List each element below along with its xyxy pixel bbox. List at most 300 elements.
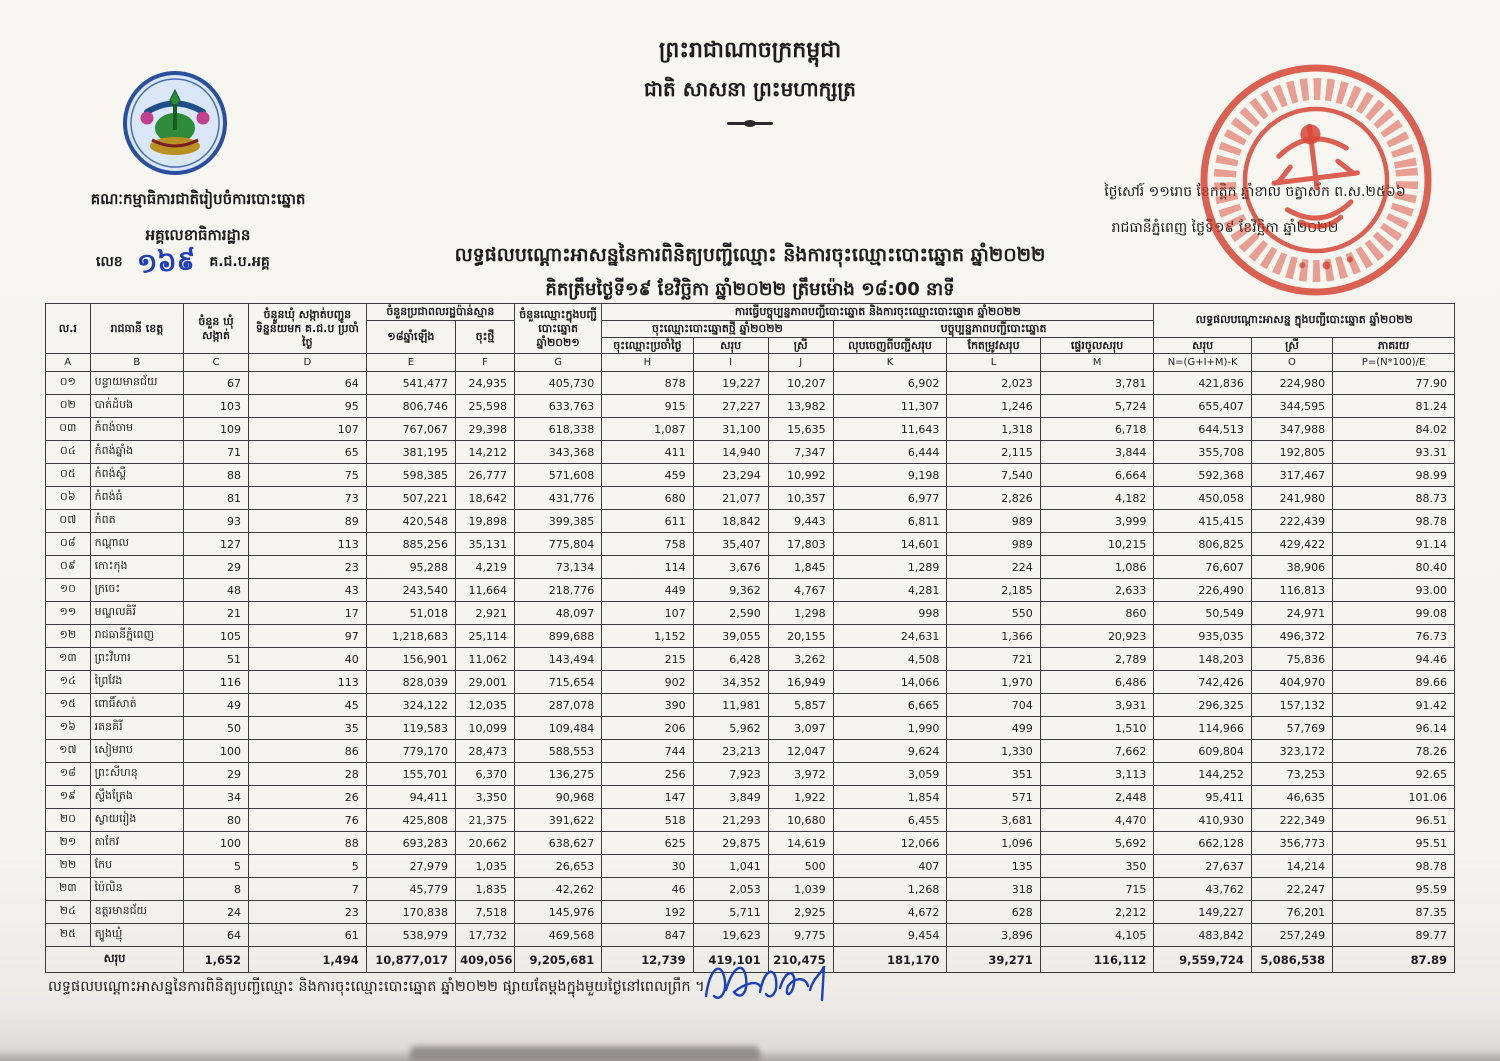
table-cell: រាជធានីភ្នំពេញ bbox=[90, 625, 183, 648]
table-cell: តាកែវ bbox=[90, 832, 183, 855]
table-cell: 144,252 bbox=[1154, 763, 1251, 786]
table-cell: 1,990 bbox=[833, 717, 947, 740]
table-cell: 915 bbox=[602, 395, 693, 418]
table-cell: 23,294 bbox=[693, 464, 768, 487]
table-row bbox=[46, 418, 1455, 441]
table-cell: 73,134 bbox=[514, 556, 601, 579]
table-cell: 10,215 bbox=[1040, 533, 1154, 556]
table-cell: 43,762 bbox=[1154, 878, 1251, 901]
table-cell: 170,838 bbox=[366, 901, 455, 924]
table-cell: 758 bbox=[602, 533, 693, 556]
table-cell: 73 bbox=[248, 487, 366, 510]
col-header-result-percent: ភាគរយ bbox=[1333, 337, 1455, 354]
table-cell: 1,041 bbox=[693, 855, 768, 878]
table-cell: កែប bbox=[90, 855, 183, 878]
table-cell: ត្បូងឃ្មុំ bbox=[90, 924, 183, 947]
total-cell: 1,494 bbox=[248, 947, 366, 973]
table-cell: 405,730 bbox=[514, 372, 601, 395]
table-cell: 6,811 bbox=[833, 510, 947, 533]
table-cell: 81.24 bbox=[1333, 395, 1455, 418]
table-cell: រតនគិរី bbox=[90, 717, 183, 740]
column-letter: L bbox=[947, 354, 1040, 372]
table-cell: 84.02 bbox=[1333, 418, 1455, 441]
table-cell: 5,711 bbox=[693, 901, 768, 924]
table-cell: ០៤ bbox=[46, 441, 91, 464]
table-cell: 96.14 bbox=[1333, 717, 1455, 740]
total-cell: 5,086,538 bbox=[1251, 947, 1332, 973]
table-cell: 27,979 bbox=[366, 855, 455, 878]
table-cell: 93 bbox=[184, 510, 249, 533]
table-cell: 19,623 bbox=[693, 924, 768, 947]
table-cell: កំពង់ធំ bbox=[90, 487, 183, 510]
table-cell: 95,288 bbox=[366, 556, 455, 579]
column-letter: E bbox=[366, 354, 455, 372]
table-cell: 3,681 bbox=[947, 809, 1040, 832]
group-header-update-registration-2022: ការធ្វើបច្ចុប្បន្នភាពបញ្ជីបោះឆ្នោត និងការចុះឈ្មោះបោះឆ្នោត ឆ្នាំ២០២២ bbox=[602, 304, 1154, 321]
column-letter: B bbox=[90, 354, 183, 372]
table-cell: 29,875 bbox=[693, 832, 768, 855]
table-cell: 43 bbox=[248, 579, 366, 602]
table-cell: 693,283 bbox=[366, 832, 455, 855]
table-cell: 46 bbox=[602, 878, 693, 901]
column-letter: I bbox=[693, 354, 768, 372]
table-cell: 847 bbox=[602, 924, 693, 947]
table-cell: 50 bbox=[184, 717, 249, 740]
table-cell: 885,256 bbox=[366, 533, 455, 556]
table-cell: 14,066 bbox=[833, 671, 947, 694]
table-cell: 391,622 bbox=[514, 809, 601, 832]
table-row bbox=[46, 832, 1455, 855]
table-cell: 449 bbox=[602, 579, 693, 602]
table-cell: 100 bbox=[184, 832, 249, 855]
table-cell: 222,439 bbox=[1251, 510, 1332, 533]
table-cell: 7,540 bbox=[947, 464, 1040, 487]
table-cell: 5,692 bbox=[1040, 832, 1154, 855]
table-cell: 355,708 bbox=[1154, 441, 1251, 464]
table-cell: 45 bbox=[248, 694, 366, 717]
table-cell: 135 bbox=[947, 855, 1040, 878]
total-cell: 419,101 bbox=[693, 947, 768, 973]
table-row bbox=[46, 717, 1455, 740]
table-cell: 425,808 bbox=[366, 809, 455, 832]
table-cell: ១៣ bbox=[46, 648, 91, 671]
total-cell: 181,170 bbox=[833, 947, 947, 973]
table-cell: 86 bbox=[248, 740, 366, 763]
table-cell: 1,330 bbox=[947, 740, 1040, 763]
table-cell: ១៩ bbox=[46, 786, 91, 809]
table-cell: 71 bbox=[184, 441, 249, 464]
table-cell: 1,268 bbox=[833, 878, 947, 901]
table-cell: 22,247 bbox=[1251, 878, 1332, 901]
table-row bbox=[46, 671, 1455, 694]
doc-number-label: លេខ bbox=[96, 254, 123, 270]
table-cell: 5,962 bbox=[693, 717, 768, 740]
doc-number-value: ១៦៩ bbox=[135, 244, 197, 281]
table-cell: សៀមរាប bbox=[90, 740, 183, 763]
table-cell: ក្រចេះ bbox=[90, 579, 183, 602]
col-header-no: ល.រ bbox=[46, 304, 91, 354]
table-cell: 3,262 bbox=[768, 648, 833, 671]
table-cell: 100 bbox=[184, 740, 249, 763]
table-cell: 145,976 bbox=[514, 901, 601, 924]
table-cell: 2,590 bbox=[693, 602, 768, 625]
table-cell: 6,486 bbox=[1040, 671, 1154, 694]
table-cell: 26 bbox=[248, 786, 366, 809]
issue-date-line: រាជធានីភ្នំពេញ ថ្ងៃទី១៩ ខែវិច្ឆិកា ឆ្នាំ២០២២ bbox=[1111, 220, 1339, 236]
table-cell: 40 bbox=[248, 648, 366, 671]
table-cell: 147 bbox=[602, 786, 693, 809]
table-cell: 20,923 bbox=[1040, 625, 1154, 648]
table-cell: 633,763 bbox=[514, 395, 601, 418]
table-cell: 109 bbox=[184, 418, 249, 441]
col-header-daily-registration: ចុះឈ្មោះប្រចាំថ្ងៃ bbox=[602, 337, 693, 354]
table-cell: 860 bbox=[1040, 602, 1154, 625]
table-cell: 3,350 bbox=[456, 786, 515, 809]
table-cell: 92.65 bbox=[1333, 763, 1455, 786]
scan-artifact-smudge bbox=[410, 1046, 760, 1061]
table-cell: 1,922 bbox=[768, 786, 833, 809]
table-row bbox=[46, 809, 1455, 832]
table-cell: 39,055 bbox=[693, 625, 768, 648]
committee-name: គណៈកម្មាធិការជាតិរៀបចំការបោះឆ្នោត bbox=[90, 190, 306, 208]
table-cell: 90,968 bbox=[514, 786, 601, 809]
table-cell: កំពង់ចាម bbox=[90, 418, 183, 441]
table-cell: 4,105 bbox=[1040, 924, 1154, 947]
table-cell: 26,777 bbox=[456, 464, 515, 487]
table-cell: 107 bbox=[602, 602, 693, 625]
col-header-communes: ចំនួន ឃុំ សង្កាត់ bbox=[184, 304, 249, 354]
table-cell: 35,131 bbox=[456, 533, 515, 556]
table-cell: កណ្ដាល bbox=[90, 533, 183, 556]
table-row bbox=[46, 901, 1455, 924]
table-cell: 7,518 bbox=[456, 901, 515, 924]
table-cell: 317,467 bbox=[1251, 464, 1332, 487]
column-letter: F bbox=[456, 354, 515, 372]
table-cell: 4,281 bbox=[833, 579, 947, 602]
table-cell: 1,152 bbox=[602, 625, 693, 648]
table-cell: 57,769 bbox=[1251, 717, 1332, 740]
footer-note: លទ្ធផលបណ្ដោះអាសន្ននៃការពិនិត្យបញ្ជីឈ្មោះ និងការចុះឈ្មោះបោះឆ្នោត ឆ្នាំ២០២២ ផ្សាយតែម្ដងក្នុងមួយថ្ងៃនៅពេលព្រឹក ។ bbox=[48, 979, 705, 995]
report-title-line1: លទ្ធផលបណ្ដោះអាសន្ននៃការពិនិត្យបញ្ជីឈ្មោះ និងការចុះឈ្មោះបោះឆ្នោត ឆ្នាំ២០២២ bbox=[454, 244, 1046, 266]
table-cell: ព្រះវិហារ bbox=[90, 648, 183, 671]
table-cell: 6,902 bbox=[833, 372, 947, 395]
table-cell: 806,746 bbox=[366, 395, 455, 418]
table-cell: 18,842 bbox=[693, 510, 768, 533]
table-cell: 14,619 bbox=[768, 832, 833, 855]
table-cell: 109,484 bbox=[514, 717, 601, 740]
table-cell: 81 bbox=[184, 487, 249, 510]
table-cell: 114 bbox=[602, 556, 693, 579]
column-letter: M bbox=[1040, 354, 1154, 372]
table-cell: 25,598 bbox=[456, 395, 515, 418]
table-cell: 101.06 bbox=[1333, 786, 1455, 809]
table-cell: 25,114 bbox=[456, 625, 515, 648]
table-cell: 12,047 bbox=[768, 740, 833, 763]
table-cell: 2,789 bbox=[1040, 648, 1154, 671]
table-cell: 1,835 bbox=[456, 878, 515, 901]
table-cell: 598,385 bbox=[366, 464, 455, 487]
table-cell: 6,977 bbox=[833, 487, 947, 510]
table-cell: 742,426 bbox=[1154, 671, 1251, 694]
table-cell: 4,767 bbox=[768, 579, 833, 602]
table-cell: 704 bbox=[947, 694, 1040, 717]
col-header-age18plus: ១៨ឆ្នាំឡើង bbox=[366, 320, 455, 354]
table-cell: ០២ bbox=[46, 395, 91, 418]
table-cell: 35 bbox=[248, 717, 366, 740]
table-row bbox=[46, 786, 1455, 809]
table-cell: ១៦ bbox=[46, 717, 91, 740]
table-cell: 14,214 bbox=[1251, 855, 1332, 878]
table-cell: 89 bbox=[248, 510, 366, 533]
table-cell: 507,221 bbox=[366, 487, 455, 510]
table-cell: ២១ bbox=[46, 832, 91, 855]
table-cell: 680 bbox=[602, 487, 693, 510]
table-cell: 550 bbox=[947, 602, 1040, 625]
table-cell: 431,776 bbox=[514, 487, 601, 510]
table-cell: 192 bbox=[602, 901, 693, 924]
table-row bbox=[46, 763, 1455, 786]
table-cell: 206 bbox=[602, 717, 693, 740]
table-cell: 429,422 bbox=[1251, 533, 1332, 556]
table-cell: 48 bbox=[184, 579, 249, 602]
group-header-list-update: បច្ចុប្បន្នភាពបញ្ជីបោះឆ្នោត bbox=[833, 320, 1154, 337]
table-cell: 136,275 bbox=[514, 763, 601, 786]
table-cell: 24,631 bbox=[833, 625, 947, 648]
table-cell: 116,813 bbox=[1251, 579, 1332, 602]
table-cell: 17,803 bbox=[768, 533, 833, 556]
table-cell: 77.90 bbox=[1333, 372, 1455, 395]
table-cell: 1,087 bbox=[602, 418, 693, 441]
table-row bbox=[46, 556, 1455, 579]
table-cell: 192,805 bbox=[1251, 441, 1332, 464]
table-cell: 2,185 bbox=[947, 579, 1040, 602]
table-cell: 902 bbox=[602, 671, 693, 694]
table-cell: 24,971 bbox=[1251, 602, 1332, 625]
column-letter: H bbox=[602, 354, 693, 372]
table-cell: 350 bbox=[1040, 855, 1154, 878]
table-cell: 935,035 bbox=[1154, 625, 1251, 648]
table-cell: ឧត្តរមានជ័យ bbox=[90, 901, 183, 924]
results-table bbox=[45, 303, 1455, 973]
table-cell: 98.78 bbox=[1333, 510, 1455, 533]
table-cell: 28,473 bbox=[456, 740, 515, 763]
table-row bbox=[46, 602, 1455, 625]
table-cell: 94.46 bbox=[1333, 648, 1455, 671]
table-cell: 4,470 bbox=[1040, 809, 1154, 832]
table-cell: 6,455 bbox=[833, 809, 947, 832]
table-cell: 94,411 bbox=[366, 786, 455, 809]
col-header-voterlist-2021: ចំនួនឈ្មោះក្នុងបញ្ជីបោះឆ្នោត ឆ្នាំ២០២១ bbox=[514, 304, 601, 354]
table-cell: 775,804 bbox=[514, 533, 601, 556]
table-cell: 14,601 bbox=[833, 533, 947, 556]
table-cell: 50,549 bbox=[1154, 602, 1251, 625]
table-cell: 2,448 bbox=[1040, 786, 1154, 809]
column-letter: J bbox=[768, 354, 833, 372]
table-cell: 899,688 bbox=[514, 625, 601, 648]
table-cell: 721 bbox=[947, 648, 1040, 671]
table-cell: 3,896 bbox=[947, 924, 1040, 947]
table-cell: 343,368 bbox=[514, 441, 601, 464]
doc-number-suffix: គ.ជ.ប.អគ្គ bbox=[209, 254, 270, 270]
table-cell: 149,227 bbox=[1154, 901, 1251, 924]
table-cell: 88 bbox=[248, 832, 366, 855]
table-cell: បាត់ដំបង bbox=[90, 395, 183, 418]
table-cell: 459 bbox=[602, 464, 693, 487]
table-cell: 644,513 bbox=[1154, 418, 1251, 441]
total-cell: 9,559,724 bbox=[1154, 947, 1251, 973]
table-row bbox=[46, 740, 1455, 763]
total-cell: 9,205,681 bbox=[514, 947, 601, 973]
table-cell: 344,595 bbox=[1251, 395, 1332, 418]
table-cell: 296,325 bbox=[1154, 694, 1251, 717]
table-cell: 76,607 bbox=[1154, 556, 1251, 579]
table-cell: ២៥ bbox=[46, 924, 91, 947]
table-cell: ១១ bbox=[46, 602, 91, 625]
table-cell: 1,035 bbox=[456, 855, 515, 878]
table-cell: 18,642 bbox=[456, 487, 515, 510]
table-cell: 23 bbox=[248, 901, 366, 924]
table-cell: 116 bbox=[184, 671, 249, 694]
table-cell: 324,122 bbox=[366, 694, 455, 717]
table-cell: 61 bbox=[248, 924, 366, 947]
table-cell: 518 bbox=[602, 809, 693, 832]
col-header-transferred-total: ផ្ទេរចូលសរុប bbox=[1040, 337, 1154, 354]
national-motto: ជាតិ សាសនា ព្រះមហាក្សត្រ bbox=[644, 77, 856, 101]
total-cell: 10,877,017 bbox=[366, 947, 455, 973]
table-cell: 611 bbox=[602, 510, 693, 533]
table-row bbox=[46, 648, 1455, 671]
table-cell: 257,249 bbox=[1251, 924, 1332, 947]
col-header-new: ចុះថ្មី bbox=[456, 320, 515, 354]
table-cell: 218,776 bbox=[514, 579, 601, 602]
table-cell: 13,982 bbox=[768, 395, 833, 418]
table-cell: 38,906 bbox=[1251, 556, 1332, 579]
table-cell: 421,836 bbox=[1154, 372, 1251, 395]
table-cell: 499 bbox=[947, 717, 1040, 740]
table-cell: 9,443 bbox=[768, 510, 833, 533]
table-cell: 143,494 bbox=[514, 648, 601, 671]
table-cell: 224,980 bbox=[1251, 372, 1332, 395]
table-row bbox=[46, 625, 1455, 648]
table-cell: 119,583 bbox=[366, 717, 455, 740]
table-cell: 998 bbox=[833, 602, 947, 625]
table-cell: ០៦ bbox=[46, 487, 91, 510]
table-cell: 80.40 bbox=[1333, 556, 1455, 579]
table-cell: 7 bbox=[248, 878, 366, 901]
table-cell: 75,836 bbox=[1251, 648, 1332, 671]
table-cell: 11,643 bbox=[833, 418, 947, 441]
table-cell: 3,097 bbox=[768, 717, 833, 740]
table-cell: 1,086 bbox=[1040, 556, 1154, 579]
table-cell: 23,213 bbox=[693, 740, 768, 763]
table-cell: 78.26 bbox=[1333, 740, 1455, 763]
table-cell: 89.77 bbox=[1333, 924, 1455, 947]
table-cell: 3,781 bbox=[1040, 372, 1154, 395]
table-cell: 1,318 bbox=[947, 418, 1040, 441]
table-cell: 538,979 bbox=[366, 924, 455, 947]
table-cell: 21 bbox=[184, 602, 249, 625]
table-cell: 1,845 bbox=[768, 556, 833, 579]
col-header-communes-reporting: ចំនួនឃុំ សង្កាត់បញ្ជូន ទិន្នន័យមក គ.ជ.ប ប្រចាំថ្ងៃ bbox=[248, 304, 366, 354]
table-cell: ០៥ bbox=[46, 464, 91, 487]
table-cell: 571,608 bbox=[514, 464, 601, 487]
table-row bbox=[46, 924, 1455, 947]
table-cell: 404,970 bbox=[1251, 671, 1332, 694]
table-row bbox=[46, 372, 1455, 395]
table-cell: 356,773 bbox=[1251, 832, 1332, 855]
nec-emblem-icon bbox=[122, 70, 228, 176]
table-cell: 415,415 bbox=[1154, 510, 1251, 533]
table-cell: 26,653 bbox=[514, 855, 601, 878]
table-cell: 8 bbox=[184, 878, 249, 901]
table-cell: 11,981 bbox=[693, 694, 768, 717]
table-cell: 31,100 bbox=[693, 418, 768, 441]
table-cell: 9,775 bbox=[768, 924, 833, 947]
table-cell: 989 bbox=[947, 510, 1040, 533]
table-cell: 20,155 bbox=[768, 625, 833, 648]
table-cell: 3,113 bbox=[1040, 763, 1154, 786]
table-cell: 76.73 bbox=[1333, 625, 1455, 648]
table-cell: 76,201 bbox=[1251, 901, 1332, 924]
results-table-wrap bbox=[45, 303, 1455, 973]
table-cell: 65 bbox=[248, 441, 366, 464]
table-cell: ១២ bbox=[46, 625, 91, 648]
column-letter: C bbox=[184, 354, 249, 372]
table-cell: 34,352 bbox=[693, 671, 768, 694]
table-cell: 1,970 bbox=[947, 671, 1040, 694]
motto-divider bbox=[727, 122, 773, 125]
table-cell: 73,253 bbox=[1251, 763, 1332, 786]
table-cell: 381,195 bbox=[366, 441, 455, 464]
col-header-corrected-total: កែតម្រូវសរុប bbox=[947, 337, 1040, 354]
table-cell: 49 bbox=[184, 694, 249, 717]
table-cell: 15,635 bbox=[768, 418, 833, 441]
table-row bbox=[46, 487, 1455, 510]
red-stamp-icon bbox=[1182, 46, 1449, 313]
table-cell: 411 bbox=[602, 441, 693, 464]
table-cell: 46,635 bbox=[1251, 786, 1332, 809]
table-cell: 483,842 bbox=[1154, 924, 1251, 947]
table-cell: 6,665 bbox=[833, 694, 947, 717]
table-cell: 628 bbox=[947, 901, 1040, 924]
table-cell: 21,077 bbox=[693, 487, 768, 510]
table-cell: 98.78 bbox=[1333, 855, 1455, 878]
table-cell: កោះកុង bbox=[90, 556, 183, 579]
table-cell: ពោធិ៍សាត់ bbox=[90, 694, 183, 717]
table-cell: 1,854 bbox=[833, 786, 947, 809]
table-cell: 23 bbox=[248, 556, 366, 579]
table-cell: 3,849 bbox=[693, 786, 768, 809]
total-cell: 1,652 bbox=[184, 947, 249, 973]
table-cell: 9,624 bbox=[833, 740, 947, 763]
table-cell: 450,058 bbox=[1154, 487, 1251, 510]
table-cell: 75 bbox=[248, 464, 366, 487]
total-cell: 39,271 bbox=[947, 947, 1040, 973]
table-cell: 11,062 bbox=[456, 648, 515, 671]
col-header-result-total: សរុប bbox=[1154, 337, 1251, 354]
table-cell: 806,825 bbox=[1154, 533, 1251, 556]
table-cell: 16,949 bbox=[768, 671, 833, 694]
table-cell: 3,931 bbox=[1040, 694, 1154, 717]
table-cell: 9,362 bbox=[693, 579, 768, 602]
table-cell: 5,857 bbox=[768, 694, 833, 717]
signature-icon bbox=[700, 956, 830, 1008]
table-cell: 4,219 bbox=[456, 556, 515, 579]
table-cell: 21,375 bbox=[456, 809, 515, 832]
table-cell: ស្ទឹងត្រែង bbox=[90, 786, 183, 809]
table-cell: 3,972 bbox=[768, 763, 833, 786]
table-cell: 1,039 bbox=[768, 878, 833, 901]
